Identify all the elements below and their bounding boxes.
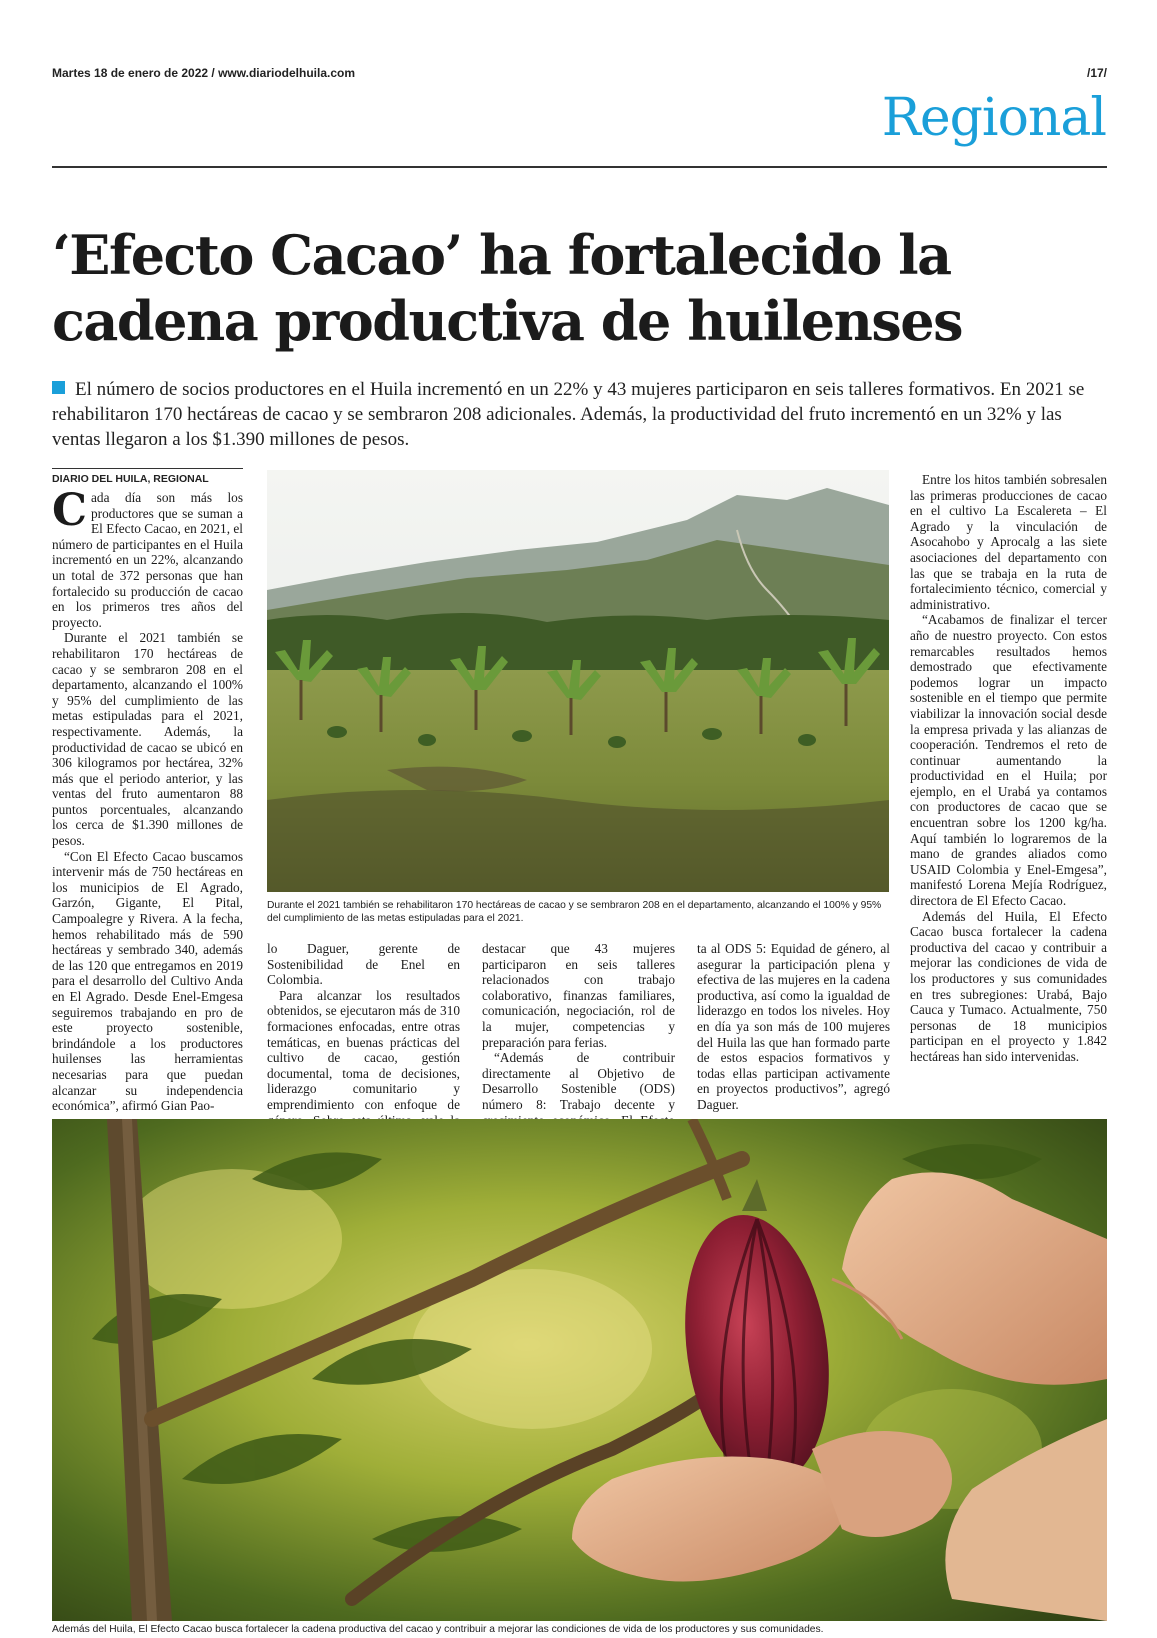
photo-caption-1: Durante el 2021 también se rehabilitaron 170 hectáreas de cacao y se sembraron 208 en el departamento, alcanzando el 100% y 95% del cumplimiento de las metas estipuladas para el 2021. [267, 900, 882, 924]
cacao-plantation-photo [267, 470, 889, 892]
paragraph: Para alcanzar los resultados obtenidos, se ejecutaron más de 310 formaciones enfocadas, entre otras temáticas, en buenas prácticas del cultivo de cacao, gestión documental, toma de decisiones, liderazgo comunitario y emprendimiento con enfoque de [267, 987, 460, 1112]
square-bullet-icon [52, 381, 65, 394]
paragraph: destacar que 43 mujeres participaron en seis talleres relacionados con trabajo colaborativo, finanzas familiares, comunicación, negociación, rol de la mujer, competencias y preparación para ferias. [482, 941, 675, 1050]
paragraph: “Acabamos de finalizar el tercer año de nuestro proyecto. Con estos remarcables resultados hemos demostrado que efectivamente podemos lograr un impacto sostenible en el tiempo que permite viabilizar la innovación social desde la empresa privada y las alianzas de cooperación. Tendremos el reto de continuar aumentando la productividad en el Huila; por ejemplo, en el Urabá ya contamos con productores de cacao que se encuentran sobre los 1200 kg/ha. Aquí también lo lograremos de la mano de grandes aliados como USAID Colombia y Enel-Emgesa”, manifestó Lorena Mejía Rodríguez, directora de El Efecto Cacao. [910, 612, 1107, 909]
header-rule [52, 166, 1107, 168]
deck-text: El número de socios productores en el Huila incrementó en un 22% y 43 mujeres participaron en seis talleres formativos. En 2021 se rehabilitaron 170 hectáreas de cacao y se sembraron 208 adicionales. Además, la productividad del fruto incrementó en un 32% y las ventas llegaron a los $1.390 millones de pesos. [52, 379, 1085, 450]
paragraph: “Además de contribuir directamente al Objetivo de Desarrollo Sostenible (ODS) número 8: Trabajo decente y [482, 1050, 675, 1112]
headline [52, 222, 1112, 354]
column-1 [52, 485, 243, 1114]
paragraph: lo Daguer, gerente de Sostenibilidad de Enel en Colombia. [267, 941, 460, 988]
paragraph: Entre los hitos también sobresalen las primeras producciones de cacao en el cultivo La Escalereta – El Agrado y la vinculación de Asocahobo y Aprocalg a las siete asociaciones del departamento con las que se trabaja en la ruta de fortalecimiento técnico, comercial y administrativo. [910, 472, 1107, 612]
drop-cap: C [52, 485, 88, 536]
cacao-pod-photo [52, 1119, 1107, 1621]
paragraph-text: ada día son más los productores que se suman a El Efecto Cacao, en 2021, el número de participantes en el Huila incrementó en un 22%, alcanzando un total de 372 personas que han fortalecido su producción de cacao en los primeros tres años del proyecto. [52, 490, 243, 630]
paragraph [52, 485, 243, 630]
page-number: /17/ [1086, 66, 1107, 80]
deck [52, 377, 1112, 452]
section-title: Regional [881, 88, 1106, 148]
paragraph: ta al ODS 5: Equidad de género, al asegurar la participación plena y efectiva de las mujeres en la cadena productiva, así como la igualdad de liderazgo en todos los niveles. Hoy en día ya son más de 100 mujeres del Huila las que han formado parte de estos espacios formativos y todas ellas participan activamente en proyectos productivos”, agregó Daguer. [697, 941, 890, 1112]
paragraph: Además del Huila, El Efecto Cacao busca fortalecer la cadena productiva del cacao y contribuir a mejorar las condiciones de vida de los productores y sus comunidades en tres subregiones: Urabá, Bajo Cauca y Tumaco. Actualmente, 750 personas de 18 municipios participan en el proyecto y 1.842 hectáreas han sido intervenidas. [910, 908, 1107, 1064]
paragraph: Durante el 2021 también se rehabilitaron 170 hectáreas de cacao y se sembraron 208 en el departamento, alcanzando el 100% y 95% del cumplimiento de las metas estipuladas para el 2021, respectivamente. Además, la productividad de cacao se ubicó en 306 kilogramos por hectárea, 32% más que el periodo anterior, y las ventas del fruto aumentaron 88 puntos porcentuales, alcanzando los cerca de $1.390 millones de pesos. [52, 630, 243, 849]
page-header [52, 62, 1107, 84]
column-5 [910, 472, 1107, 1065]
paragraph: “Con El Efecto Cacao buscamos intervenir más de 750 hectáreas en los municipios de El Agrado, Garzón, Gigante, El Pital, Campoalegre y Rivera. A la fecha, hemos rehabilitado más de 590 hectáreas y sembrado 340, además de las 120 que entregamos en 2019 para el desarrollo del Cultivo Anda en El Agrado. Desde Enel-Emgesa seguiremos trabajando en pro de este proyecto sostenible, brindándole a los productores huilenses las herramientas necesarias para que puedan alcanzar su independencia económica”, afirmó Gian Pao- [52, 848, 243, 1114]
column-2 [267, 941, 460, 1144]
column-3 [482, 941, 675, 1144]
headline-line-2: cadena productiva de huilenses [52, 289, 963, 353]
headline-line-1: ‘Efecto Cacao’ ha fortalecido la [52, 223, 951, 287]
byline: DIARIO DEL HUILA, REGIONAL [52, 468, 243, 485]
photo-caption-2: Además del Huila, El Efecto Cacao busca fortalecer la cadena productiva del cacao y contribuir a mejorar las condiciones de vida de los productores y sus comunidades. [52, 1624, 824, 1635]
dateline: Martes 18 de enero de 2022 / www.diariodelhuila.com [52, 66, 355, 80]
column-4 [697, 941, 890, 1113]
